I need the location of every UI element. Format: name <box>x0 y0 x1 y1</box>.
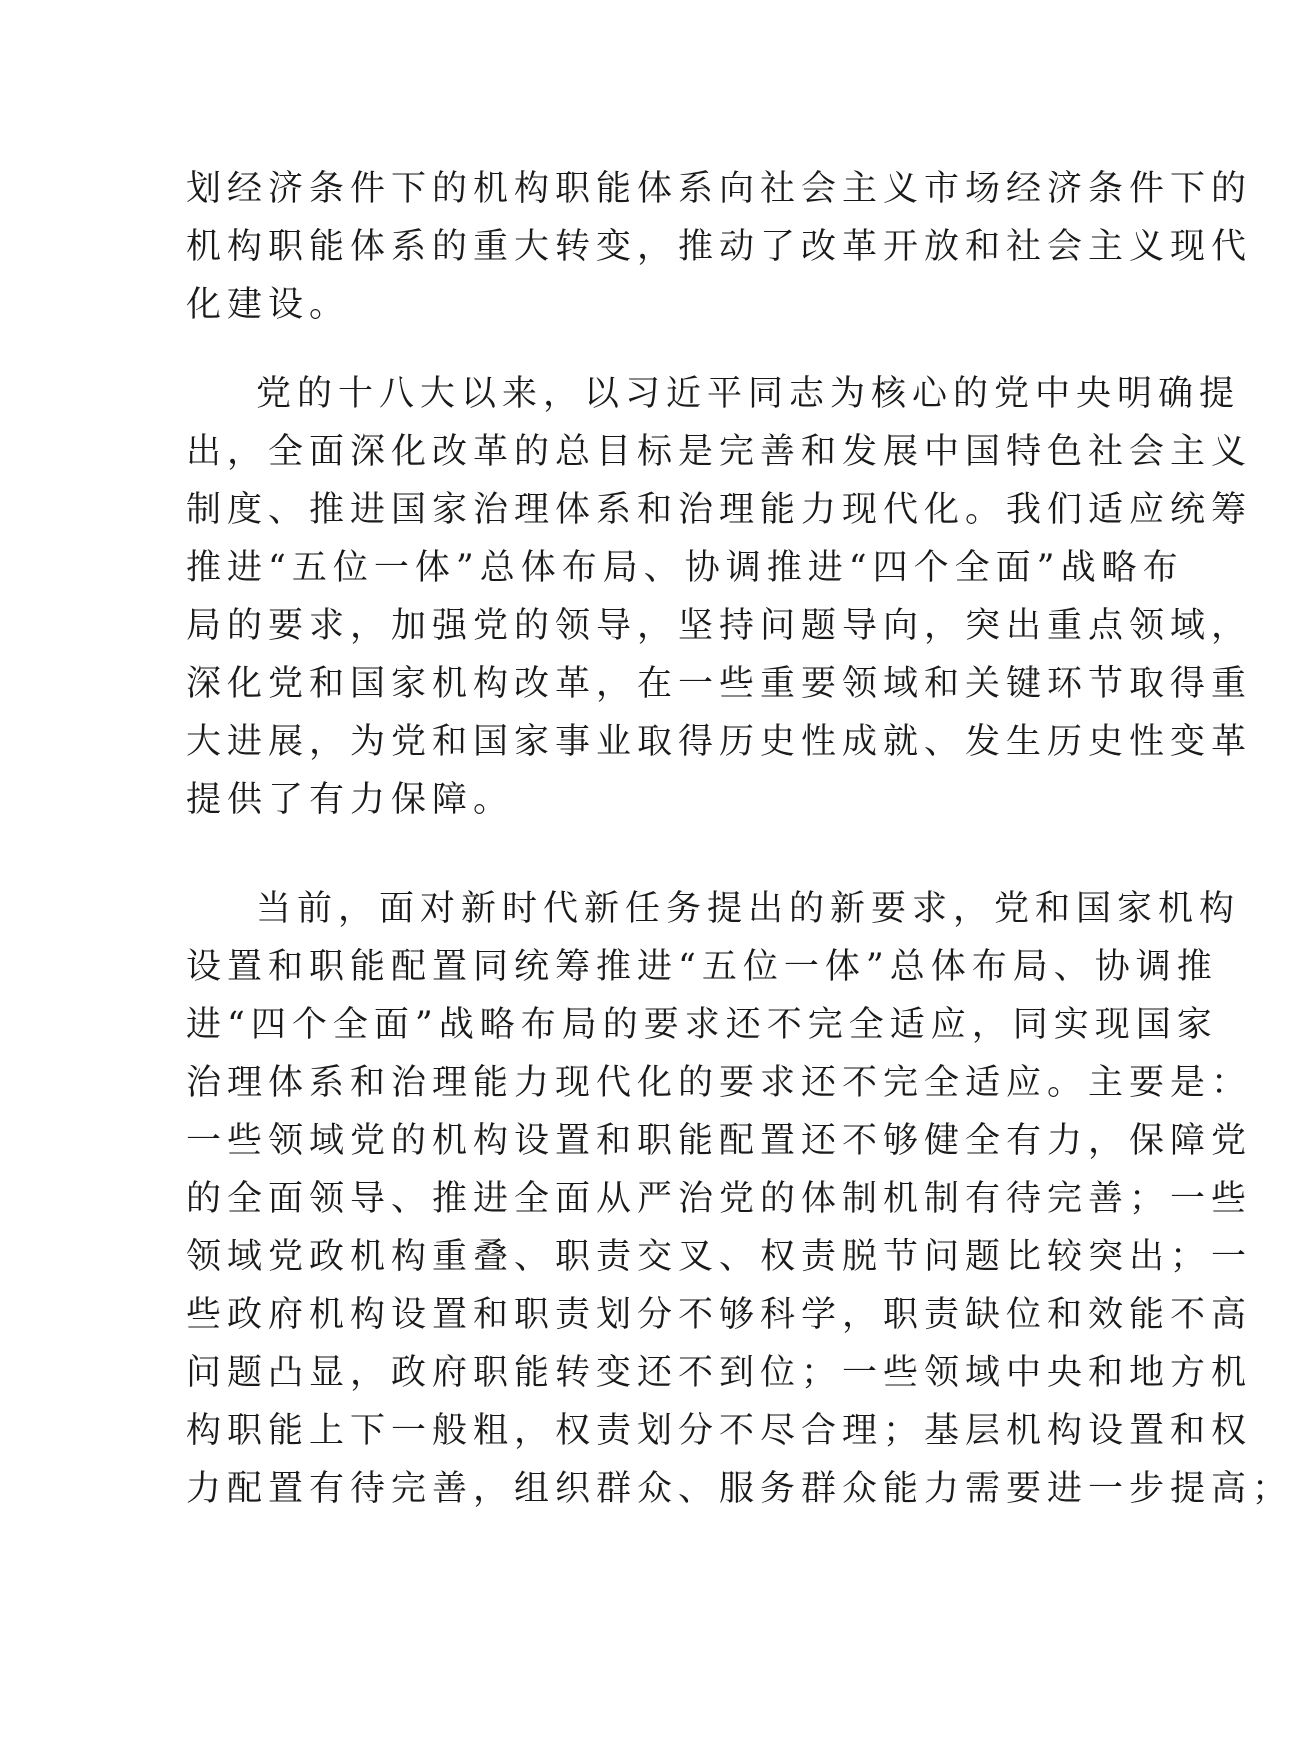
paragraph-2 <box>186 365 1253 829</box>
paragraph-line: 深化党和国家机构改革，在一些重要领域和关键环节取得重 <box>186 664 1253 704</box>
paragraph-line: 领域党政机构重叠、职责交叉、权责脱节问题比较突出；一 <box>186 1237 1253 1277</box>
paragraph-line: 大进展，为党和国家事业取得历史性成就、发生历史性变革 <box>186 722 1253 762</box>
paragraph-line: 局的要求，加强党的领导，坚持问题导向，突出重点领域， <box>186 606 1253 646</box>
paragraph-line: 治理体系和治理能力现代化的要求还不完全适应。主要是： <box>186 1063 1253 1103</box>
paragraph-line: 制度、推进国家治理体系和治理能力现代化。我们适应统筹 <box>186 490 1253 530</box>
paragraph-line: 一些领域党的机构设置和职能配置还不够健全有力，保障党 <box>186 1121 1253 1161</box>
paragraph-line: 出，全面深化改革的总目标是完善和发展中国特色社会主义 <box>186 432 1253 472</box>
paragraph-line: 推进“五位一体”总体布局、协调推进“四个全面”战略布 <box>186 548 1184 588</box>
paragraph-line: 进“四个全面”战略布局的要求还不完全适应，同实现国家 <box>186 1005 1218 1045</box>
paragraph-line: 力配置有待完善，组织群众、服务群众能力需要进一步提高； <box>186 1469 1293 1509</box>
paragraph-line: 党的十八大以来，以习近平同志为核心的党中央明确提 <box>256 374 1241 414</box>
paragraph-3 <box>186 880 1293 1518</box>
paragraph-1 <box>186 160 1253 334</box>
paragraph-line: 划经济条件下的机构职能体系向社会主义市场经济条件下的 <box>186 169 1253 209</box>
paragraph-line: 当前，面对新时代新任务提出的新要求，党和国家机构 <box>256 889 1241 929</box>
paragraph-line: 提供了有力保障。 <box>186 780 515 820</box>
paragraph-line: 机构职能体系的重大转变，推动了改革开放和社会主义现代 <box>186 227 1253 267</box>
paragraph-line: 化建设。 <box>186 285 351 325</box>
paragraph-line: 的全面领导、推进全面从严治党的体制机制有待完善；一些 <box>186 1179 1253 1219</box>
paragraph-line: 些政府机构设置和职责划分不够科学，职责缺位和效能不高 <box>186 1295 1253 1335</box>
paragraph-line: 问题凸显，政府职能转变还不到位；一些领域中央和地方机 <box>186 1353 1253 1393</box>
paragraph-line: 构职能上下一般粗，权责划分不尽合理；基层机构设置和权 <box>186 1411 1253 1451</box>
paragraph-line: 设置和职能配置同统筹推进“五位一体”总体布局、协调推 <box>186 947 1218 987</box>
